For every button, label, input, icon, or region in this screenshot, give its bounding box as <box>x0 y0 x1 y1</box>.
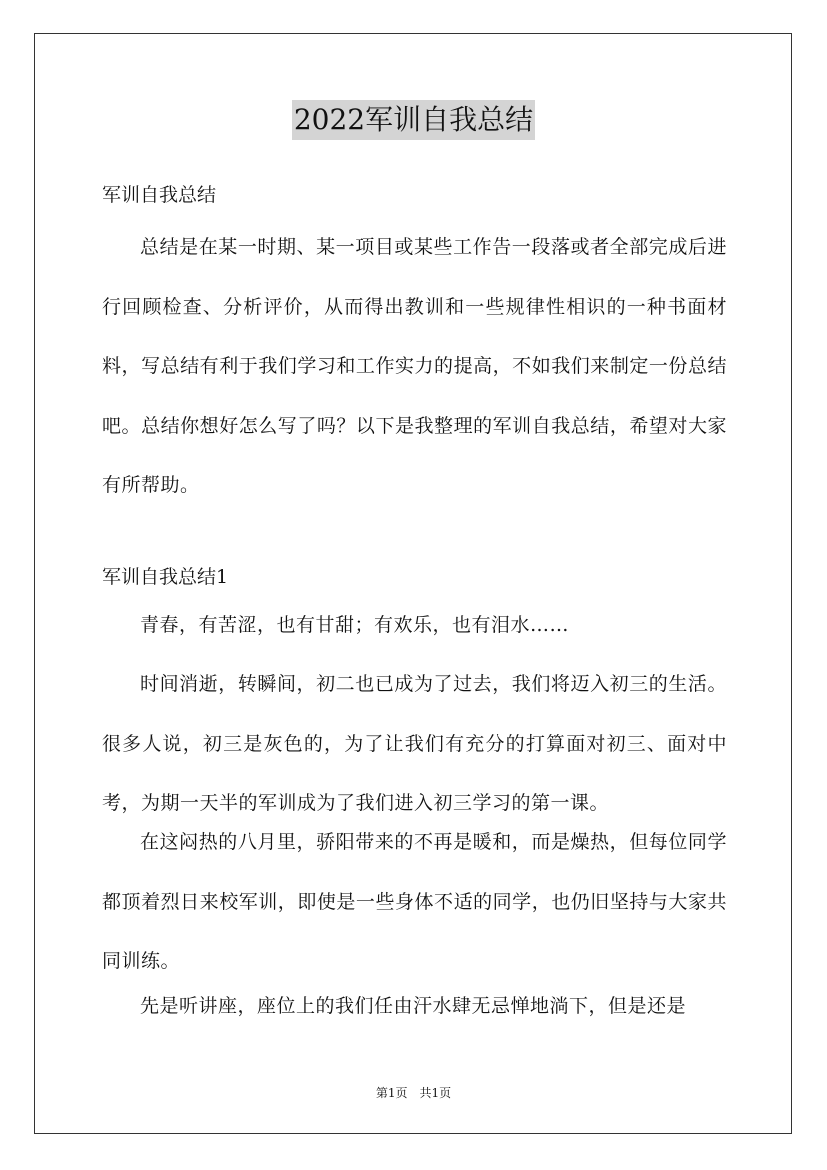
document-title: 2022军训自我总结 <box>292 100 535 140</box>
intro-paragraph: 总结是在某一时期、某一项目或某些工作告一段落或者全部完成后进行回顾检查、分析评价，从而得出教训和一些规律性相识的一种书面材料，写总结有利于我们学习和工作实力的提高，不如我们来制定一份总结吧。总结你想好怎么写了吗？以下是我整理的军训自我总结，希望对大家有所帮助。 <box>102 236 727 496</box>
title-container <box>0 100 827 140</box>
body-paragraph: 青春，有苦涩，也有甘甜；有欢乐，也有泪水…… <box>140 614 570 636</box>
section-heading-intro: 军训自我总结 <box>102 184 217 206</box>
body-paragraph: 时间消逝，转瞬间，初二也已成为了过去，我们将迈入初三的生活。很多人说，初三是灰色的，为了让我们有充分的打算面对初三、面对中考，为期一天半的军训成为了我们进入初三学习的第一课。 <box>102 673 727 814</box>
body-paragraph: 在这闷热的八月里，骄阳带来的不再是暖和，而是燥热，但每位同学都顶着烈日来校军训，即使是一些身体不适的同学，也仍旧坚持与大家共同训练。 <box>102 831 727 972</box>
section-heading-1: 军训自我总结1 <box>102 566 229 588</box>
page-footer: 第1页 共1页 <box>375 1086 452 1100</box>
body-paragraph: 先是听讲座，座位上的我们任由汗水肆无忌惮地淌下，但是还是 <box>140 995 687 1017</box>
